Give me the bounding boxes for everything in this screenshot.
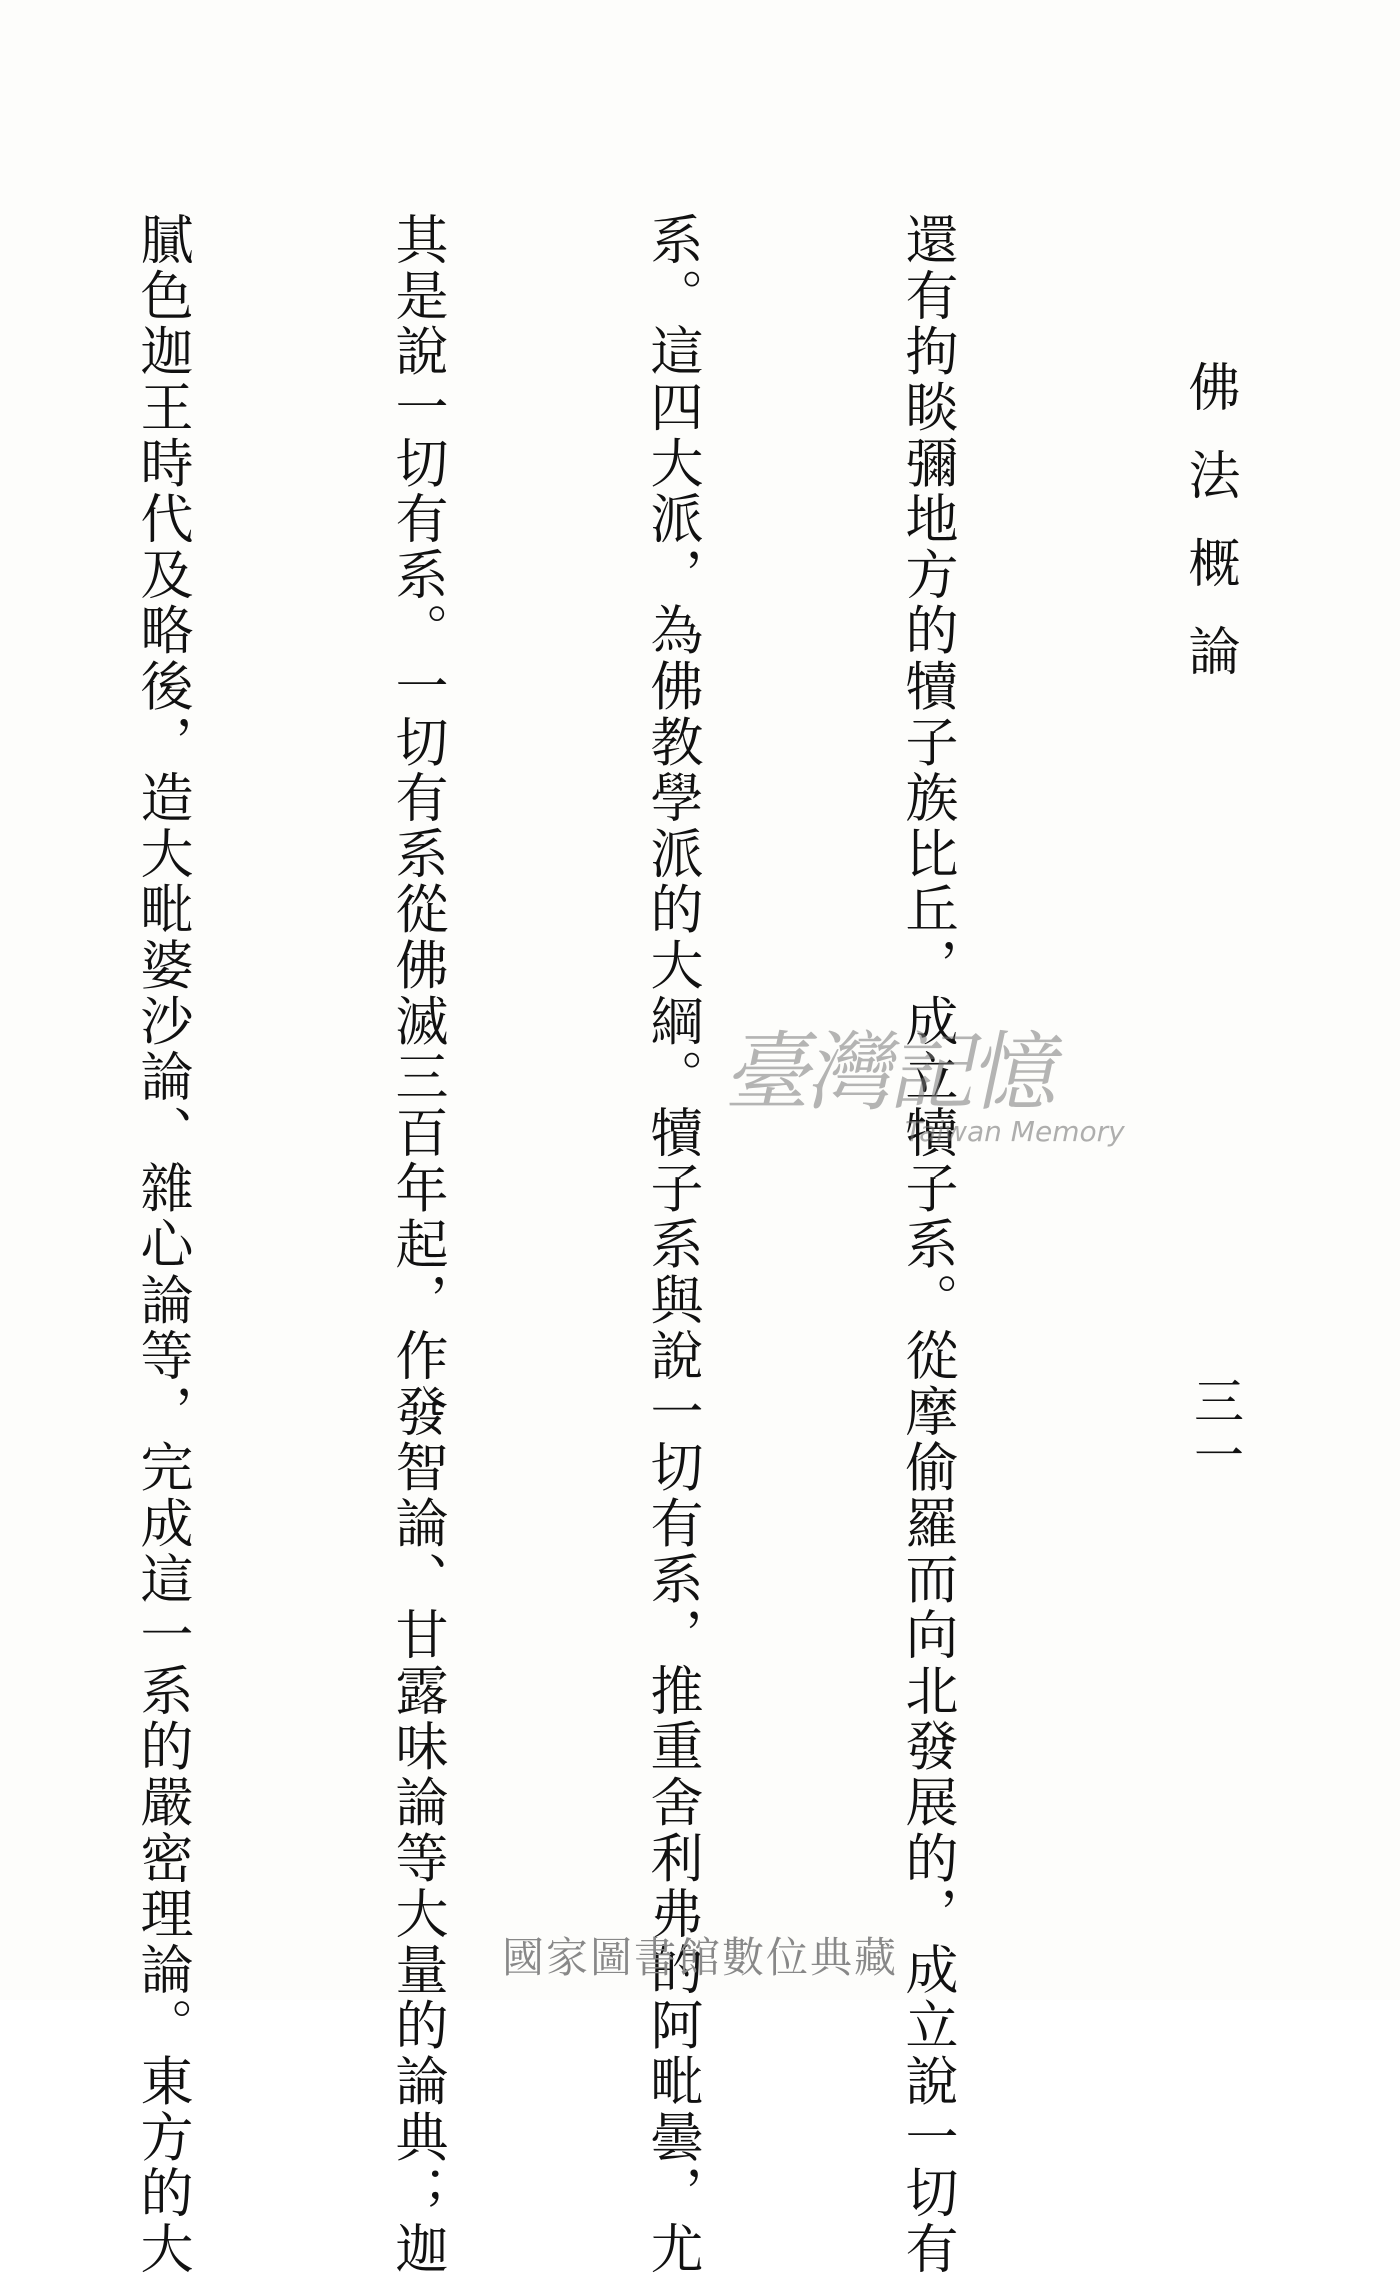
- text-column: 系。這四大派，為佛教學派的大綱。犢子系與說一切有系，推重舍利弗的阿毗曇，尤: [642, 212, 703, 2277]
- text-column: 其是說一切有系。一切有系從佛滅三百年起，作發智論、甘露味論等大量的論典；迦: [387, 212, 448, 2277]
- text-column: 膩色迦王時代及略後，造大毗婆沙論、雜心論等，完成這一系的嚴密理論。東方的大: [132, 212, 193, 2277]
- watermark-subtitle: Taiwan Memory: [905, 1115, 1125, 1148]
- text-column: 還有拘睒彌地方的犢子族比丘，成立犢子系。從摩偷羅而向北發展的，成立說一切有: [897, 212, 958, 2277]
- running-header-title: 佛法概論: [1179, 360, 1239, 712]
- watermark-text: 臺灣記憶: [719, 1023, 1069, 1123]
- archive-footer: 國家圖書館數位典藏: [501, 1933, 898, 1982]
- page-number: 三一: [1186, 1375, 1244, 1483]
